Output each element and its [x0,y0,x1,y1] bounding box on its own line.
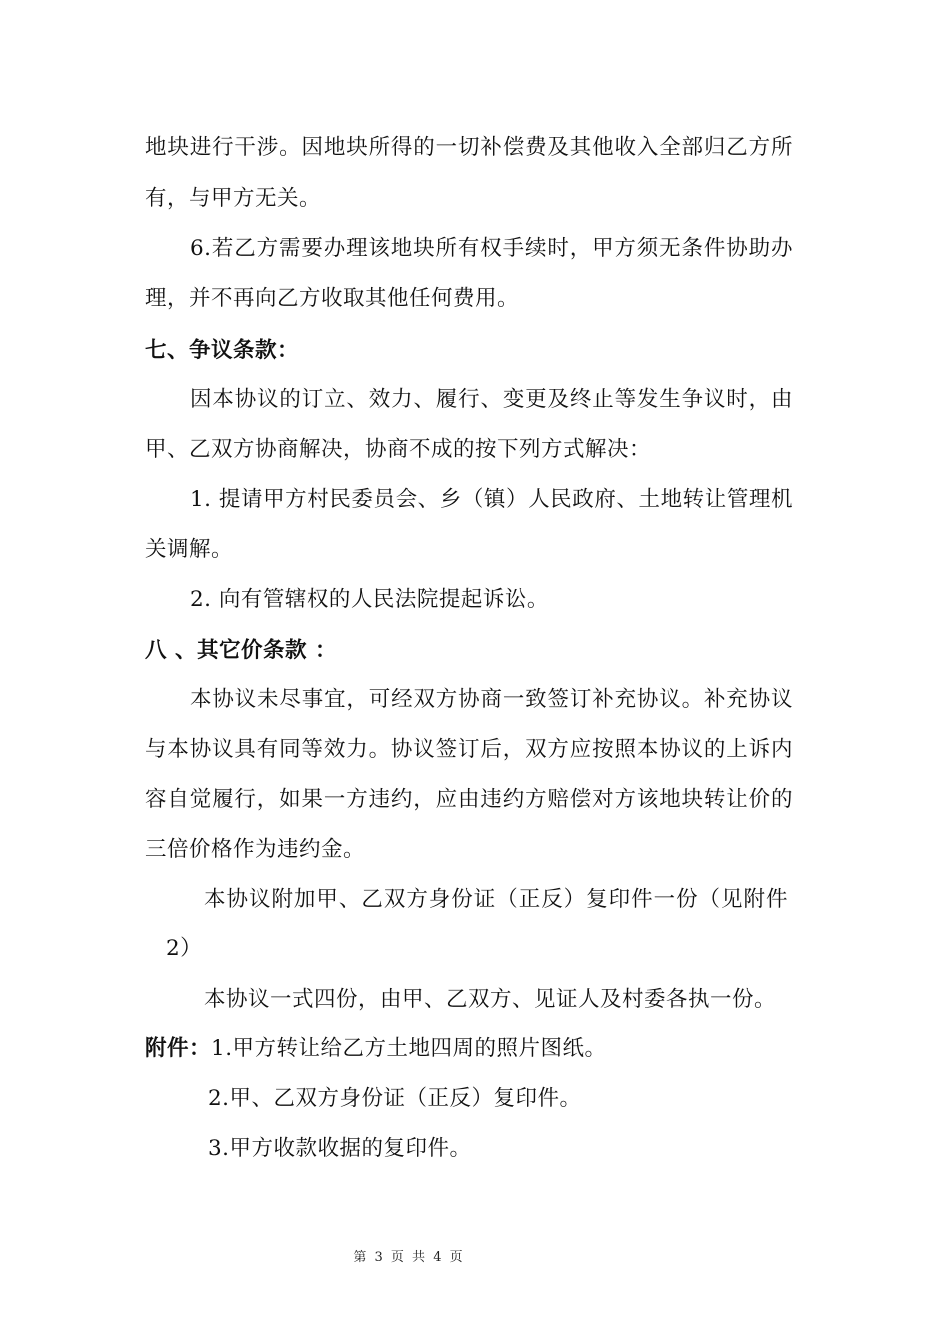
paragraph-line: 本协议附加甲、乙双方身份证（正反）复印件一份（见附件 [204,887,788,912]
paragraph-line: 本协议一式四份，由甲、乙双方、见证人及村委各执一份。 [204,987,777,1012]
paragraph-line: 理，并不再向乙方收取其他任何费用。 [145,286,520,311]
paragraph-line: 地块进行干涉。因地块所得的一切补偿费及其他收入全部归乙方所 [145,135,793,160]
attachment-item: 3.甲方收款收据的复印件。 [208,1136,472,1161]
paragraph-line: 本协议未尽事宜，可经双方协商一致签订补充协议。补充协议 [190,687,793,712]
paragraph-line: 容自觉履行，如果一方违约，应由违约方赔偿对方该地块转让价的 [145,787,793,812]
section-heading-other-terms: 八 、其它价条款 ： [145,638,337,663]
list-item: 1. 提请甲方村民委员会、乡（镇）人民政府、土地转让管理机 [190,487,793,512]
paragraph-line: 甲、乙双方协商解决，协商不成的按下列方式解决： [145,437,652,462]
list-item: 2. 向有管辖权的人民法院提起诉讼。 [190,587,549,612]
paragraph-line: 有，与甲方无关。 [145,186,322,211]
paragraph-line: 关调解。 [145,537,234,562]
section-heading-disputes: 七、争议条款： [145,338,300,363]
attachments-label: 附件： [145,1036,212,1061]
paragraph-line: 因本协议的订立、效力、履行、变更及终止等发生争议时，由 [190,387,793,412]
paragraph-line: 与本协议具有同等效力。协议签订后，双方应按照本协议的上诉内 [145,737,793,762]
paragraph-line: 三倍价格作为违约金。 [145,837,366,862]
attachment-item: 2.甲、乙双方身份证（正反）复印件。 [208,1086,582,1111]
paragraph-line: 6.若乙方需要办理该地块所有权手续时，甲方须无条件协助办 [190,236,793,261]
page-footer: 第 3 页 共 4 页 [353,1250,465,1265]
attachments-line [145,1034,607,1064]
attachment-item: 1.甲方转让给乙方土地四周的照片图纸。 [211,1036,607,1061]
paragraph-line: 2） [166,936,203,961]
